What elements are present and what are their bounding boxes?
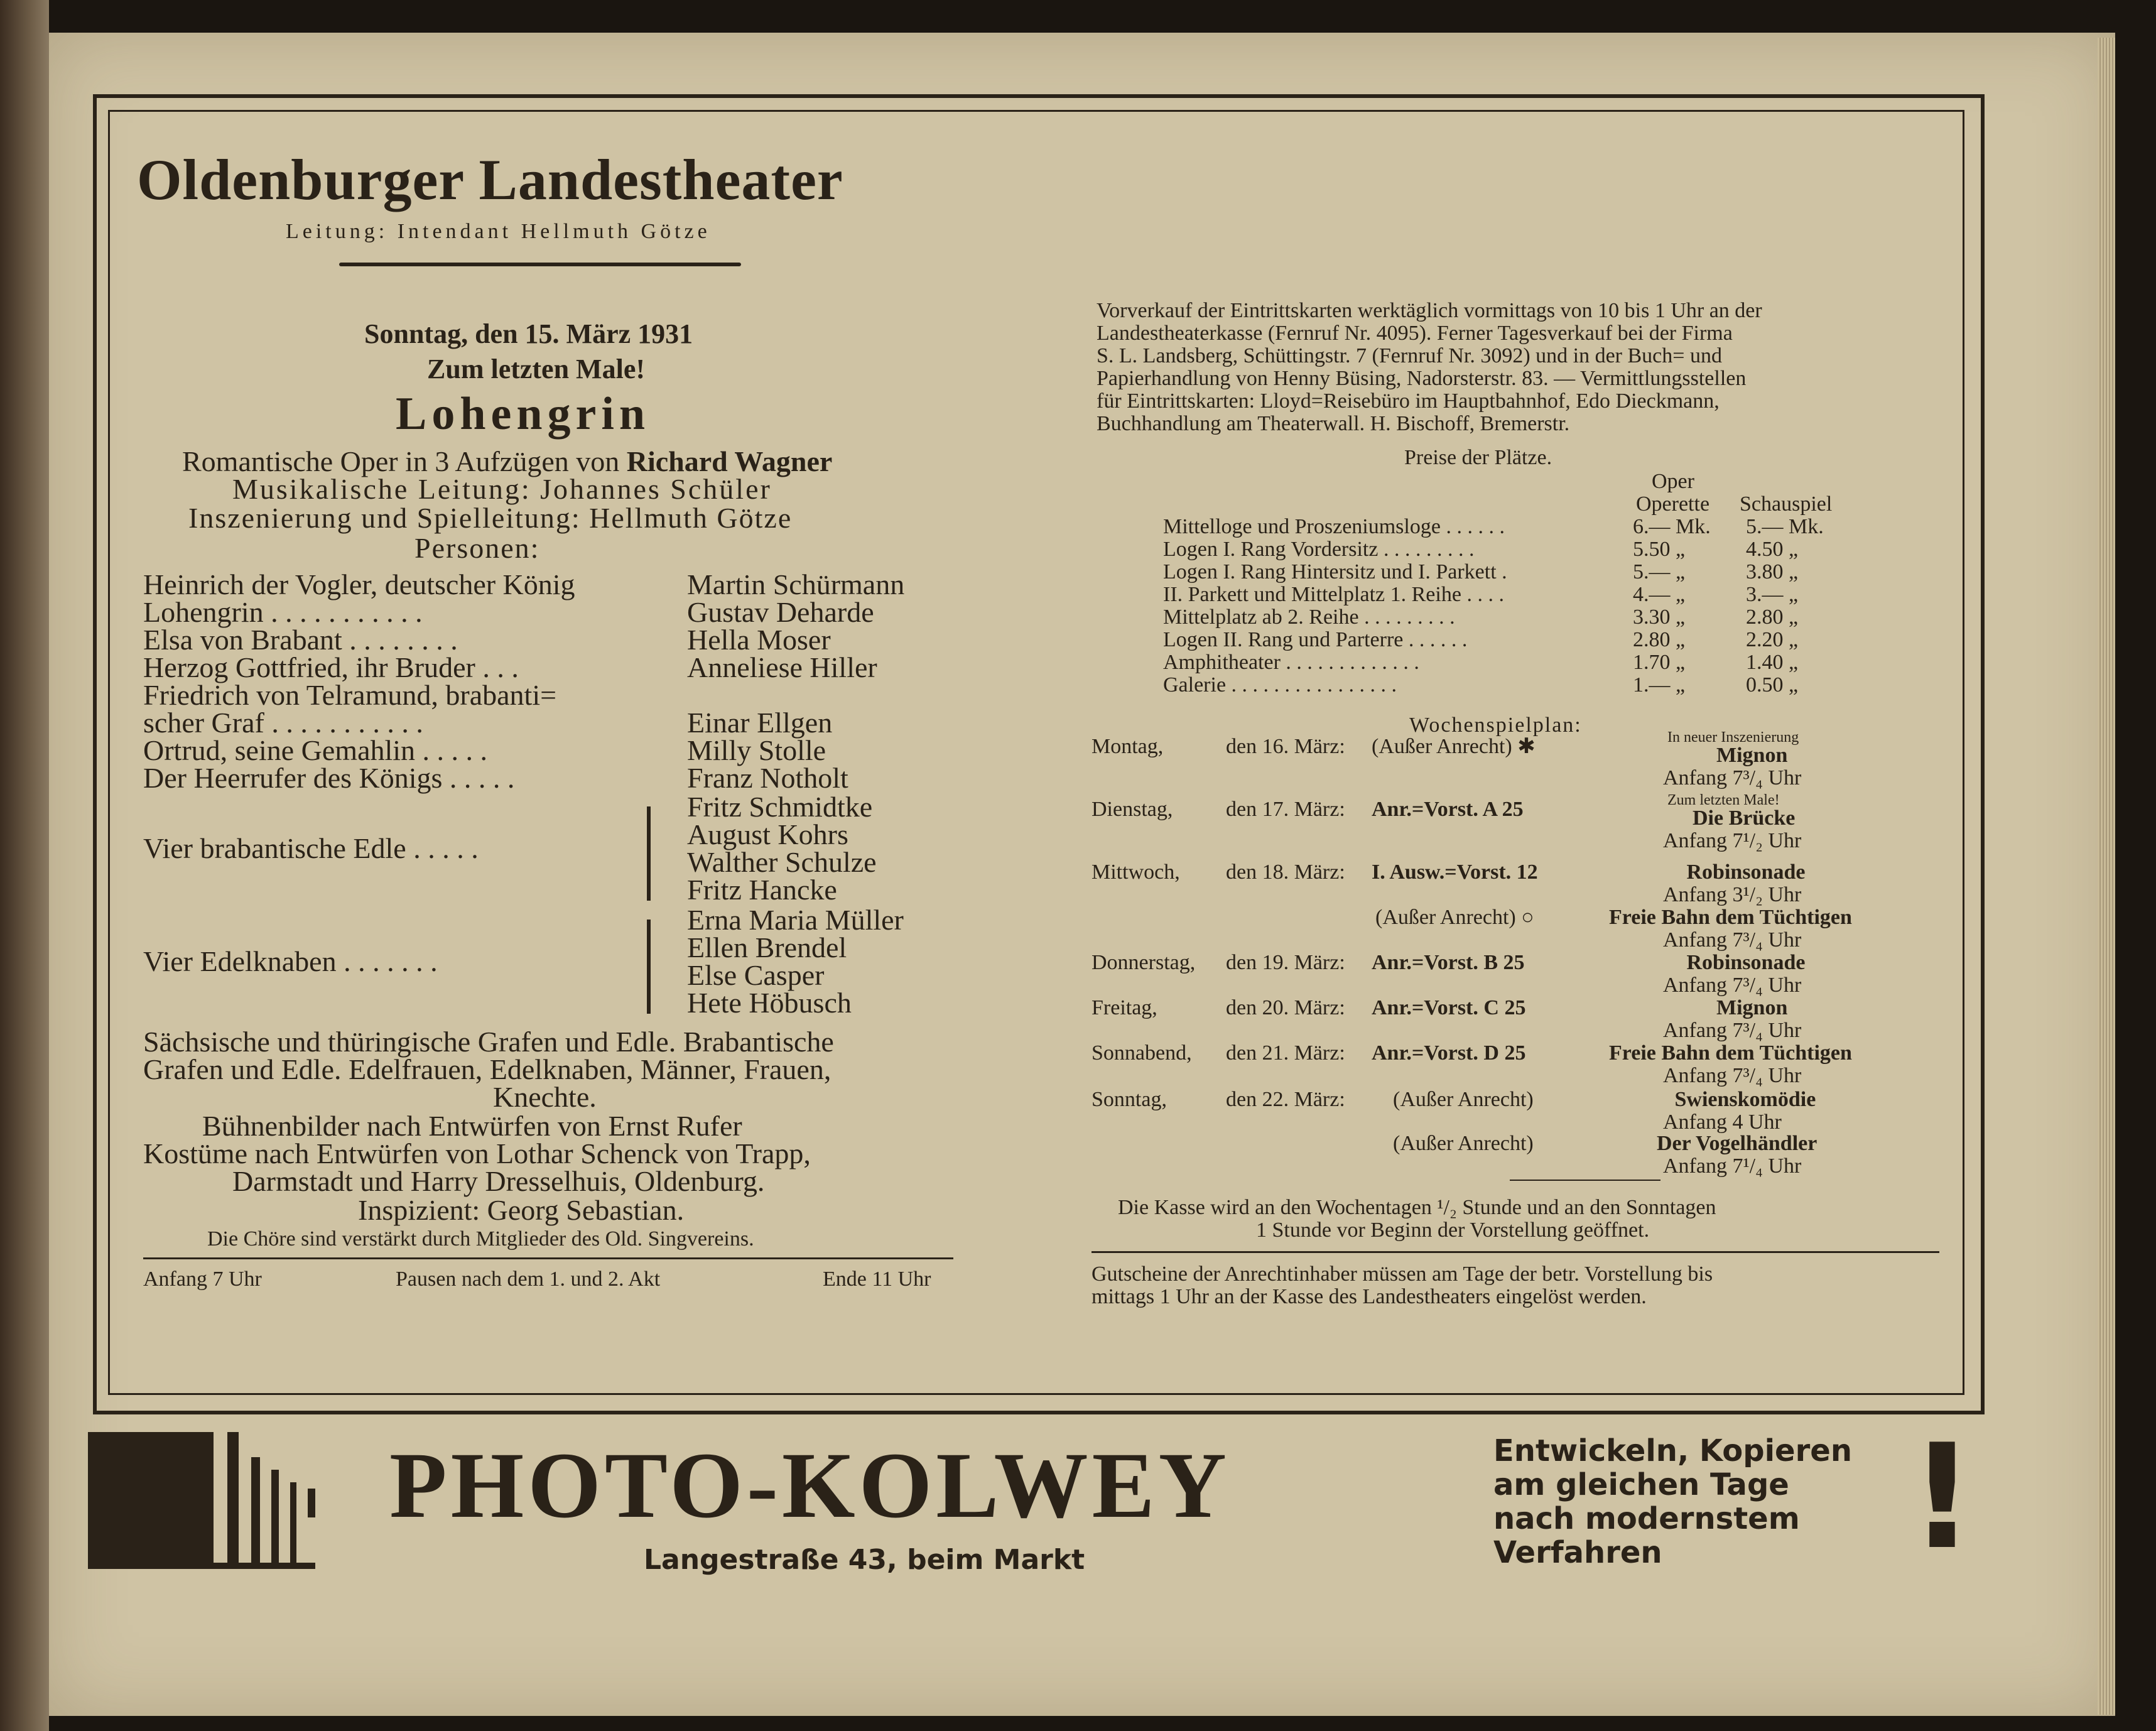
cast-role: Der Heerrufer des Königs . . . . .	[143, 762, 515, 794]
stage-design-credit: Bühnenbilder nach Entwürfen von Ernst Rufer	[202, 1110, 742, 1142]
schedule-start-time: Anfang 7³/₄ Uhr	[1663, 1019, 1802, 1042]
price-seat: II. Parkett und Mittelplatz 1. Reihe . . . .	[1163, 583, 1504, 606]
page-edges	[2098, 38, 2115, 1715]
gutschein-rule	[1092, 1251, 1939, 1253]
choir-note: Die Chöre sind verstärkt durch Mitglieder des Old. Singvereins.	[207, 1227, 754, 1251]
cast-actor: Einar Ellgen	[687, 707, 833, 739]
schedule-info: (Außer Anrecht)	[1393, 1132, 1534, 1155]
advance-sales-line: Buchhandlung am Theaterwall. H. Bischoff, Bremerstr.	[1097, 412, 1570, 435]
schedule-info: Anr.=Vorst. D 25	[1372, 1041, 1526, 1065]
brand-name: PHOTO-KOLWEY	[389, 1433, 1230, 1538]
schedule-info: I. Ausw.=Vorst. 12	[1372, 860, 1538, 884]
price-seat: Mittelloge und Proszeniumsloge . . . . . .	[1163, 515, 1505, 538]
schedule-title: Swienskomödie	[1674, 1088, 1816, 1111]
schedule-info: Anr.=Vorst. B 25	[1372, 951, 1525, 974]
price-oper: 4.— „	[1633, 583, 1686, 606]
schedule-title: Mignon	[1716, 996, 1788, 1019]
price-schauspiel: 3.— „	[1746, 583, 1799, 606]
price-oper: 1.— „	[1633, 673, 1686, 697]
advance-sales-line: Landestheaterkasse (Fernruf Nr. 4095). Ferner Tagesverkauf bei der Firma	[1097, 322, 1733, 345]
schedule-title: Freie Bahn dem Tüchtigen	[1609, 906, 1852, 929]
edelknaben-label: Vier Edelknaben . . . . . . .	[143, 945, 438, 977]
schedule-start-time: Anfang 7³/₄ Uhr	[1663, 974, 1802, 997]
start-time: Anfang 7 Uhr	[143, 1267, 262, 1291]
edelknabe-name: Ellen Brendel	[687, 931, 847, 963]
price-seat: Amphitheater . . . . . . . . . . . . .	[1163, 651, 1419, 674]
book-spine	[0, 0, 49, 1731]
edle-label: Vier brabantische Edle . . . . .	[143, 832, 479, 864]
schedule-title: Robinsonade	[1686, 951, 1806, 974]
schedule-title: Freie Bahn dem Tüchtigen	[1609, 1041, 1852, 1065]
price-seat: Logen I. Rang Hintersitz und I. Parkett .	[1163, 560, 1507, 583]
costume-credit-1: Kostüme nach Entwürfen von Lothar Schenck von Trapp,	[143, 1137, 811, 1169]
schedule-title: Der Vogelhändler	[1657, 1132, 1817, 1155]
slogan-line-4: Verfahren	[1493, 1535, 1662, 1570]
cast-actor: Franz Notholt	[687, 762, 848, 794]
exclamation-mark: !	[1909, 1414, 1975, 1582]
costume-credit-2: Darmstadt und Harry Dresselhuis, Oldenburg.	[232, 1165, 765, 1197]
schedule-day: Sonntag,	[1092, 1088, 1167, 1111]
price-oper: 2.80 „	[1633, 628, 1686, 651]
schedule-date: den 16. März:	[1226, 735, 1345, 758]
edle-name: Fritz Schmidtke	[687, 791, 873, 823]
schedule-day: Sonnabend,	[1092, 1041, 1192, 1065]
schedule-date: den 18. März:	[1226, 860, 1345, 884]
schedule-info: (Außer Anrecht) ✱	[1372, 735, 1536, 758]
schedule-start-time: Anfang 7³/₄ Uhr	[1663, 1064, 1802, 1087]
gutschein-line-2: mittags 1 Uhr an der Kasse des Landestheaters eingelöst werden.	[1092, 1285, 1647, 1308]
col-operette: Operette	[1636, 492, 1710, 516]
edle-name: August Kohrs	[687, 818, 848, 850]
opera-description: Romantische Oper in 3 Aufzügen von Richard Wagner	[182, 445, 833, 477]
price-schauspiel: 0.50 „	[1746, 673, 1799, 697]
schedule-info: (Außer Anrecht) ○	[1375, 906, 1534, 929]
week-heading: Wochenspielplan:	[1409, 714, 1582, 737]
schedule-day: Donnerstag,	[1092, 951, 1196, 974]
chorus-line-1: Sächsische und thüringische Grafen und Edle. Brabantische	[143, 1026, 834, 1058]
cast-role: Heinrich der Vogler, deutscher König	[143, 568, 575, 600]
cast-actor: Anneliese Hiller	[687, 651, 877, 683]
schedule-day: Freitag,	[1092, 996, 1157, 1019]
shop-address: Langestraße 43, beim Markt	[644, 1544, 1085, 1576]
schedule-title: Robinsonade	[1686, 860, 1806, 884]
price-schauspiel: 2.80 „	[1746, 605, 1799, 629]
cast-role: Ortrud, seine Gemahlin . . . . .	[143, 734, 488, 766]
schedule-info: Anr.=Vorst. C 25	[1372, 996, 1526, 1019]
price-oper: 1.70 „	[1633, 651, 1686, 674]
edle-brace	[647, 806, 651, 901]
schedule-day: Montag,	[1092, 735, 1164, 758]
timing-rule	[143, 1257, 953, 1259]
cast-role: Friedrich von Telramund, brabanti=	[143, 679, 557, 711]
edelknabe-name: Erna Maria Müller	[687, 904, 904, 936]
cast-actor: Martin Schürmann	[687, 568, 905, 600]
price-oper: 6.— Mk.	[1633, 515, 1711, 538]
last-time-note: Zum letzten Male!	[427, 354, 645, 384]
price-oper: 5.— „	[1633, 560, 1686, 583]
schedule-start-time: Anfang 7³/₄ Uhr	[1663, 928, 1802, 952]
col-oper: Oper	[1652, 470, 1694, 493]
schedule-date: den 20. März:	[1226, 996, 1345, 1019]
edelknabe-name: Else Casper	[687, 959, 825, 991]
col-schauspiel: Schauspiel	[1740, 492, 1833, 516]
schedule-date: den 19. März:	[1226, 951, 1345, 974]
cast-actor: Milly Stolle	[687, 734, 826, 766]
chorus-line-3: Knechte.	[493, 1081, 597, 1113]
schedule-date: den 17. März:	[1226, 798, 1345, 821]
price-seat: Galerie . . . . . . . . . . . . . . . .	[1163, 673, 1397, 697]
slogan-line-1: Entwickeln, Kopieren	[1493, 1433, 1853, 1468]
title-rule	[339, 263, 741, 266]
cast-role: Elsa von Brabant . . . . . . . .	[143, 624, 458, 656]
price-schauspiel: 5.— Mk.	[1746, 515, 1824, 538]
price-seat: Mittelplatz ab 2. Reihe . . . . . . . . .	[1163, 605, 1455, 629]
cast-actor: Hella Moser	[687, 624, 831, 656]
schedule-day: Dienstag,	[1092, 798, 1173, 821]
kasse-line-1: Die Kasse wird an den Wochentagen ¹/₂ Stunde und an den Sonntagen	[1118, 1196, 1716, 1219]
schedule-pre-note: In neuer Inszenierung	[1667, 729, 1799, 746]
schedule-info: (Außer Anrecht)	[1393, 1088, 1534, 1111]
pauses-info: Pausen nach dem 1. und 2. Akt	[396, 1267, 661, 1291]
performance-date: Sonntag, den 15. März 1931	[364, 318, 693, 349]
price-oper: 5.50 „	[1633, 538, 1686, 561]
chorus-line-2: Grafen und Edle. Edelfrauen, Edelknaben, Männer, Frauen,	[143, 1053, 832, 1085]
prices-heading: Preise der Plätze.	[1404, 446, 1552, 469]
cast-actor: Gustav Deharde	[687, 596, 874, 628]
price-schauspiel: 1.40 „	[1746, 651, 1799, 674]
schedule-title: Die Brücke	[1693, 806, 1796, 830]
schedule-date: den 22. März:	[1226, 1088, 1345, 1111]
edle-name: Fritz Hancke	[687, 874, 837, 906]
advance-sales-line: für Eintrittskarten: Lloyd=Reisebüro im Hauptbahnhof, Edo Dieckmann,	[1097, 389, 1720, 413]
end-time: Ende 11 Uhr	[823, 1267, 931, 1291]
cast-role: scher Graf . . . . . . . . . . .	[143, 707, 423, 739]
kasse-rule	[1510, 1180, 1660, 1181]
schedule-start-time: Anfang 7³/₄ Uhr	[1663, 766, 1802, 790]
edelknabe-name: Hete Höbusch	[687, 987, 852, 1019]
persons-heading: Personen:	[414, 532, 540, 564]
musical-direction: Musikalische Leitung: Johannes Schüler	[232, 473, 772, 505]
theater-title: Oldenburger Landestheater	[137, 148, 843, 212]
schedule-pre-note: Zum letzten Male!	[1667, 792, 1780, 808]
opera-title: Lohengrin	[396, 388, 651, 440]
price-seat: Logen II. Rang und Parterre . . . . . .	[1163, 628, 1468, 651]
price-schauspiel: 2.20 „	[1746, 628, 1799, 651]
inspizient-credit: Inspizient: Georg Sebastian.	[358, 1194, 685, 1226]
cast-role: Lohengrin . . . . . . . . . . .	[143, 596, 423, 628]
schedule-start-time: Anfang 4 Uhr	[1663, 1110, 1782, 1134]
advance-sales-line: S. L. Landsberg, Schüttingstr. 7 (Fernruf Nr. 3092) und in der Buch= und	[1097, 344, 1722, 367]
price-oper: 3.30 „	[1633, 605, 1686, 629]
schedule-date: den 21. März:	[1226, 1041, 1345, 1065]
slogan-line-3: nach modernstem	[1493, 1501, 1800, 1536]
edelknaben-brace	[647, 920, 651, 1014]
advance-sales-line: Papierhandlung von Henny Büsing, Nadorsterstr. 83. — Vermittlungsstellen	[1097, 367, 1747, 390]
cast-role: Herzog Gottfried, ihr Bruder . . .	[143, 651, 519, 683]
schedule-info: Anr.=Vorst. A 25	[1372, 798, 1524, 821]
advance-sales-line: Vorverkauf der Eintrittskarten werktäglich vormittags von 10 bis 1 Uhr an der	[1097, 299, 1762, 322]
staging-credit: Inszenierung und Spielleitung: Hellmuth Götze	[188, 502, 793, 534]
schedule-title: Mignon	[1716, 744, 1788, 767]
gutschein-line-1: Gutscheine der Anrechtinhaber müssen am Tage der betr. Vorstellung bis	[1092, 1262, 1713, 1286]
edle-name: Walther Schulze	[687, 846, 877, 878]
schedule-start-time: Anfang 3¹/₂ Uhr	[1663, 883, 1802, 906]
leitung-line: Leitung: Intendant Hellmuth Götze	[286, 220, 711, 243]
schedule-start-time: Anfang 7¹/₂ Uhr	[1663, 829, 1802, 852]
kasse-line-2: 1 Stunde vor Beginn der Vorstellung geöffnet.	[1256, 1218, 1650, 1242]
schedule-start-time: Anfang 7¹/₄ Uhr	[1663, 1154, 1802, 1178]
schedule-day: Mittwoch,	[1092, 860, 1180, 884]
slogan-line-2: am gleichen Tage	[1493, 1467, 1789, 1502]
price-seat: Logen I. Rang Vordersitz . . . . . . . . .	[1163, 538, 1475, 561]
price-schauspiel: 4.50 „	[1746, 538, 1799, 561]
price-schauspiel: 3.80 „	[1746, 560, 1799, 583]
